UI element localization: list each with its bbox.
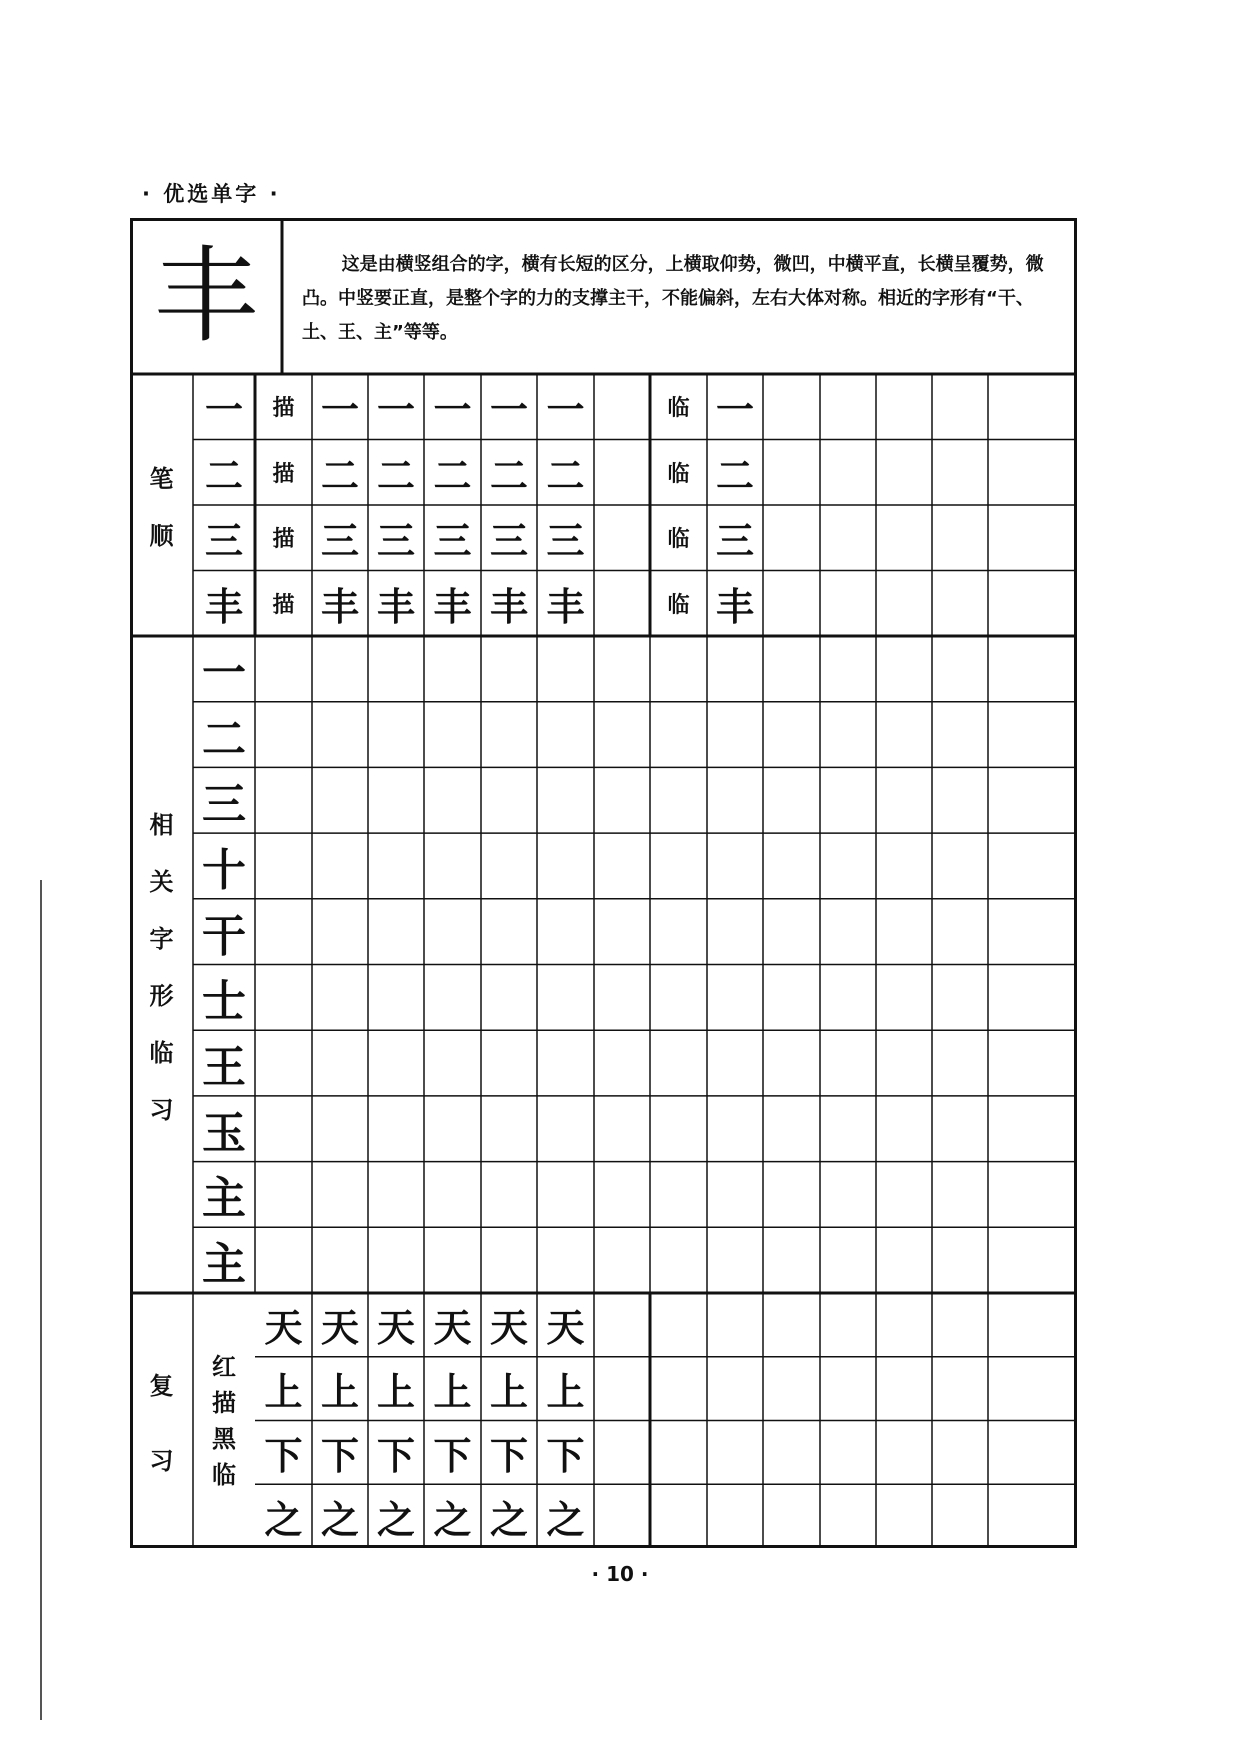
section-header: · 优选单字 · (142, 182, 281, 206)
review-char: 之 (376, 1496, 415, 1542)
trace-char: 丰 (320, 583, 359, 629)
stroke-order-label (130, 374, 193, 636)
related-char: 主 (202, 1173, 246, 1225)
label-char: 临 (149, 1038, 174, 1067)
practice-sheet (130, 218, 1077, 1548)
review-char: 下 (433, 1432, 472, 1478)
label-char: 关 (149, 867, 174, 896)
review-char: 天 (320, 1305, 359, 1351)
method-char: 临 (212, 1460, 236, 1489)
review-char: 之 (433, 1496, 472, 1542)
label-char: 习 (149, 1446, 174, 1475)
label-char: 顺 (149, 522, 174, 550)
trace-char: 三 (489, 518, 528, 564)
trace-char: 二 (546, 452, 585, 498)
review-char: 上 (546, 1369, 585, 1415)
method-char: 黑 (212, 1424, 236, 1453)
review-char: 上 (433, 1369, 472, 1415)
review-char: 之 (320, 1496, 359, 1542)
page-number: · 10 · (591, 1562, 649, 1586)
trace-char: 一 (320, 387, 359, 433)
description-text: 这是由横竖组合的字，横有长短的区分，上横取仰势，微凹，中横平直，长横呈覆势，微凸。中竖要正直，是整个字的力的支撑主干，不能偏斜，左右大体对称。相近的字形有“干、土、王、主”等等。 (302, 254, 1044, 343)
main-character: 丰 (153, 235, 258, 357)
review-char: 下 (546, 1432, 585, 1478)
trace-char: 二 (489, 452, 528, 498)
review-char: 上 (264, 1369, 303, 1415)
review-char: 下 (489, 1432, 528, 1478)
trace-label: 描 (272, 396, 295, 422)
trace-char: 一 (376, 387, 415, 433)
review-char: 下 (320, 1432, 359, 1478)
label-char: 习 (149, 1095, 174, 1124)
trace-char: 三 (546, 518, 585, 564)
scan-margin-line (40, 880, 42, 1720)
related-char: 三 (202, 779, 246, 831)
trace-char: 一 (546, 387, 585, 433)
stroke-step-char: 一 (204, 387, 243, 433)
trace-label: 描 (272, 527, 295, 553)
method-char: 红 (212, 1352, 236, 1381)
stroke-step-char: 二 (204, 452, 243, 498)
related-char: 玉 (202, 1107, 246, 1159)
copy-example-char: 丰 (715, 583, 754, 629)
review-char: 天 (376, 1305, 415, 1351)
copy-label: 临 (667, 527, 690, 553)
review-method-label (193, 1293, 255, 1548)
trace-char: 三 (376, 518, 415, 564)
trace-char: 丰 (546, 583, 585, 629)
trace-label: 描 (272, 461, 295, 487)
method-char: 描 (212, 1388, 236, 1417)
stroke-step-char: 三 (204, 518, 243, 564)
copy-label: 临 (667, 461, 690, 487)
stroke-step-char: 丰 (204, 583, 243, 629)
label-char: 形 (149, 981, 174, 1010)
review-char: 上 (376, 1369, 415, 1415)
related-char: 士 (202, 976, 246, 1028)
copy-label: 临 (667, 592, 690, 618)
review-char: 下 (264, 1432, 303, 1478)
trace-char: 三 (320, 518, 359, 564)
review-label (130, 1293, 193, 1548)
label-char: 字 (149, 924, 174, 953)
copy-label: 临 (667, 396, 690, 422)
trace-char: 丰 (376, 583, 415, 629)
copy-example-char: 一 (715, 387, 754, 433)
copy-example-char: 三 (715, 518, 754, 564)
related-char: 干 (202, 910, 246, 962)
review-char: 之 (264, 1496, 303, 1542)
related-char: 一 (202, 647, 246, 699)
review-char: 天 (489, 1305, 528, 1351)
copy-example-char: 二 (715, 452, 754, 498)
related-char: 主 (202, 1239, 246, 1291)
label-char: 相 (149, 810, 174, 839)
review-char: 天 (546, 1305, 585, 1351)
review-char: 之 (489, 1496, 528, 1542)
review-char: 下 (376, 1432, 415, 1478)
related-char: 王 (202, 1042, 246, 1094)
review-char: 上 (320, 1369, 359, 1415)
trace-char: 一 (433, 387, 472, 433)
trace-char: 三 (433, 518, 472, 564)
label-char: 复 (149, 1371, 174, 1400)
label-char: 笔 (149, 465, 174, 493)
related-char: 二 (202, 713, 246, 765)
related-label (130, 636, 193, 1293)
trace-label: 描 (272, 592, 295, 618)
trace-char: 丰 (433, 583, 472, 629)
review-char: 天 (264, 1305, 303, 1351)
review-char: 上 (489, 1369, 528, 1415)
trace-char: 二 (320, 452, 359, 498)
review-char: 天 (433, 1305, 472, 1351)
trace-char: 二 (433, 452, 472, 498)
trace-char: 一 (489, 387, 528, 433)
related-char: 十 (202, 844, 246, 896)
trace-char: 丰 (489, 583, 528, 629)
trace-char: 二 (376, 452, 415, 498)
review-char: 之 (546, 1496, 585, 1542)
